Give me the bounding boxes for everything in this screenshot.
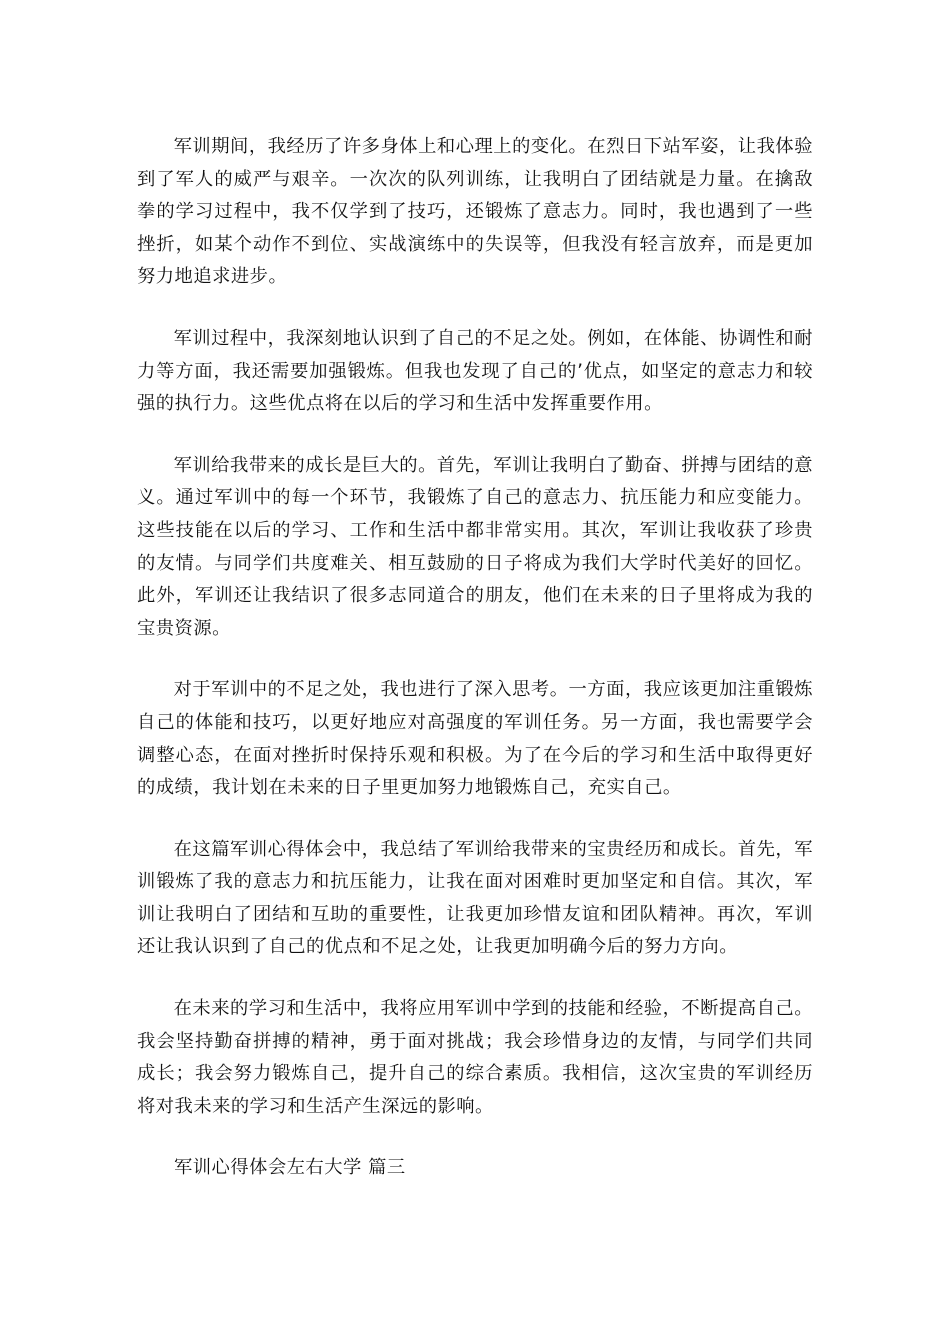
paragraph-growth: 军训给我带来的成长是巨大的。首先，军训让我明白了勤奋、拼搏与团结的意义。通过军训中的每一个环节，我锻炼了自己的意志力、抗压能力和应变能力。这些技能在以后的学习、工作和生活中都非常实用。其次，军训让我收获了珍贵的友情。与同学们共度难关、相互鼓励的日子将成为我们大学时代美好的回忆。此外，军训还让我结识了很多志同道合的朋友，他们在未来的日子里将成为我的宝贵资源。 — [137, 454, 813, 639]
section-heading: 军训心得体会左右大学 篇三 — [174, 1157, 406, 1179]
paragraph-future: 在未来的学习和生活中，我将应用军训中学到的技能和经验，不断提高自己。我会坚持勤奋拼搏的精神，勇于面对挑战；我会珍惜身边的友情，与同学们共同成长；我会努力锻炼自己，提升自己的综合素质。我相信，这次宝贵的军训经历将对我未来的学习和生活产生深远的影响。 — [137, 998, 813, 1117]
paragraph-training-changes: 军训期间，我经历了许多身体上和心理上的变化。在烈日下站军姿，让我体验到了军人的威严与艰辛。一次次的队列训练，让我明白了团结就是力量。在擒敌拳的学习过程中，我不仅学到了技巧，还锻炼了意志力。同时，我也遇到了一些挫折，如某个动作不到位、实战演练中的失误等，但我没有轻言放弃，而是更加努力地追求进步。 — [137, 136, 813, 288]
document-body — [137, 131, 813, 1185]
paragraph-shortcomings: 军训过程中，我深刻地认识到了自己的不足之处。例如，在体能、协调性和耐力等方面，我还需要加强锻炼。但我也发现了自己的’优点，如坚定的意志力和较强的执行力。这些优点将在以后的学习和生活中发挥重要作用。 — [137, 327, 813, 415]
paragraph-summary: 在这篇军训心得体会中，我总结了军训给我带来的宝贵经历和成长。首先，军训锻炼了我的意志力和抗压能力，让我在面对困难时更加坚定和自信。其次，军训让我明白了团结和互助的重要性，让我更加珍惜友谊和团队精神。再次，军训还让我认识到了自己的优点和不足之处，让我更加明确今后的努力方向。 — [137, 838, 813, 958]
paragraph-reflection: 对于军训中的不足之处，我也进行了深入思考。一方面，我应该更加注重锻炼自己的体能和技巧，以更好地应对高强度的军训任务。另一方面，我也需要学会调整心态，在面对挫折时保持乐观和积极。为了在今后的学习和生活中取得更好的成绩，我计划在未来的日子里更加努力地锻炼自己，充实自己。 — [137, 679, 813, 799]
